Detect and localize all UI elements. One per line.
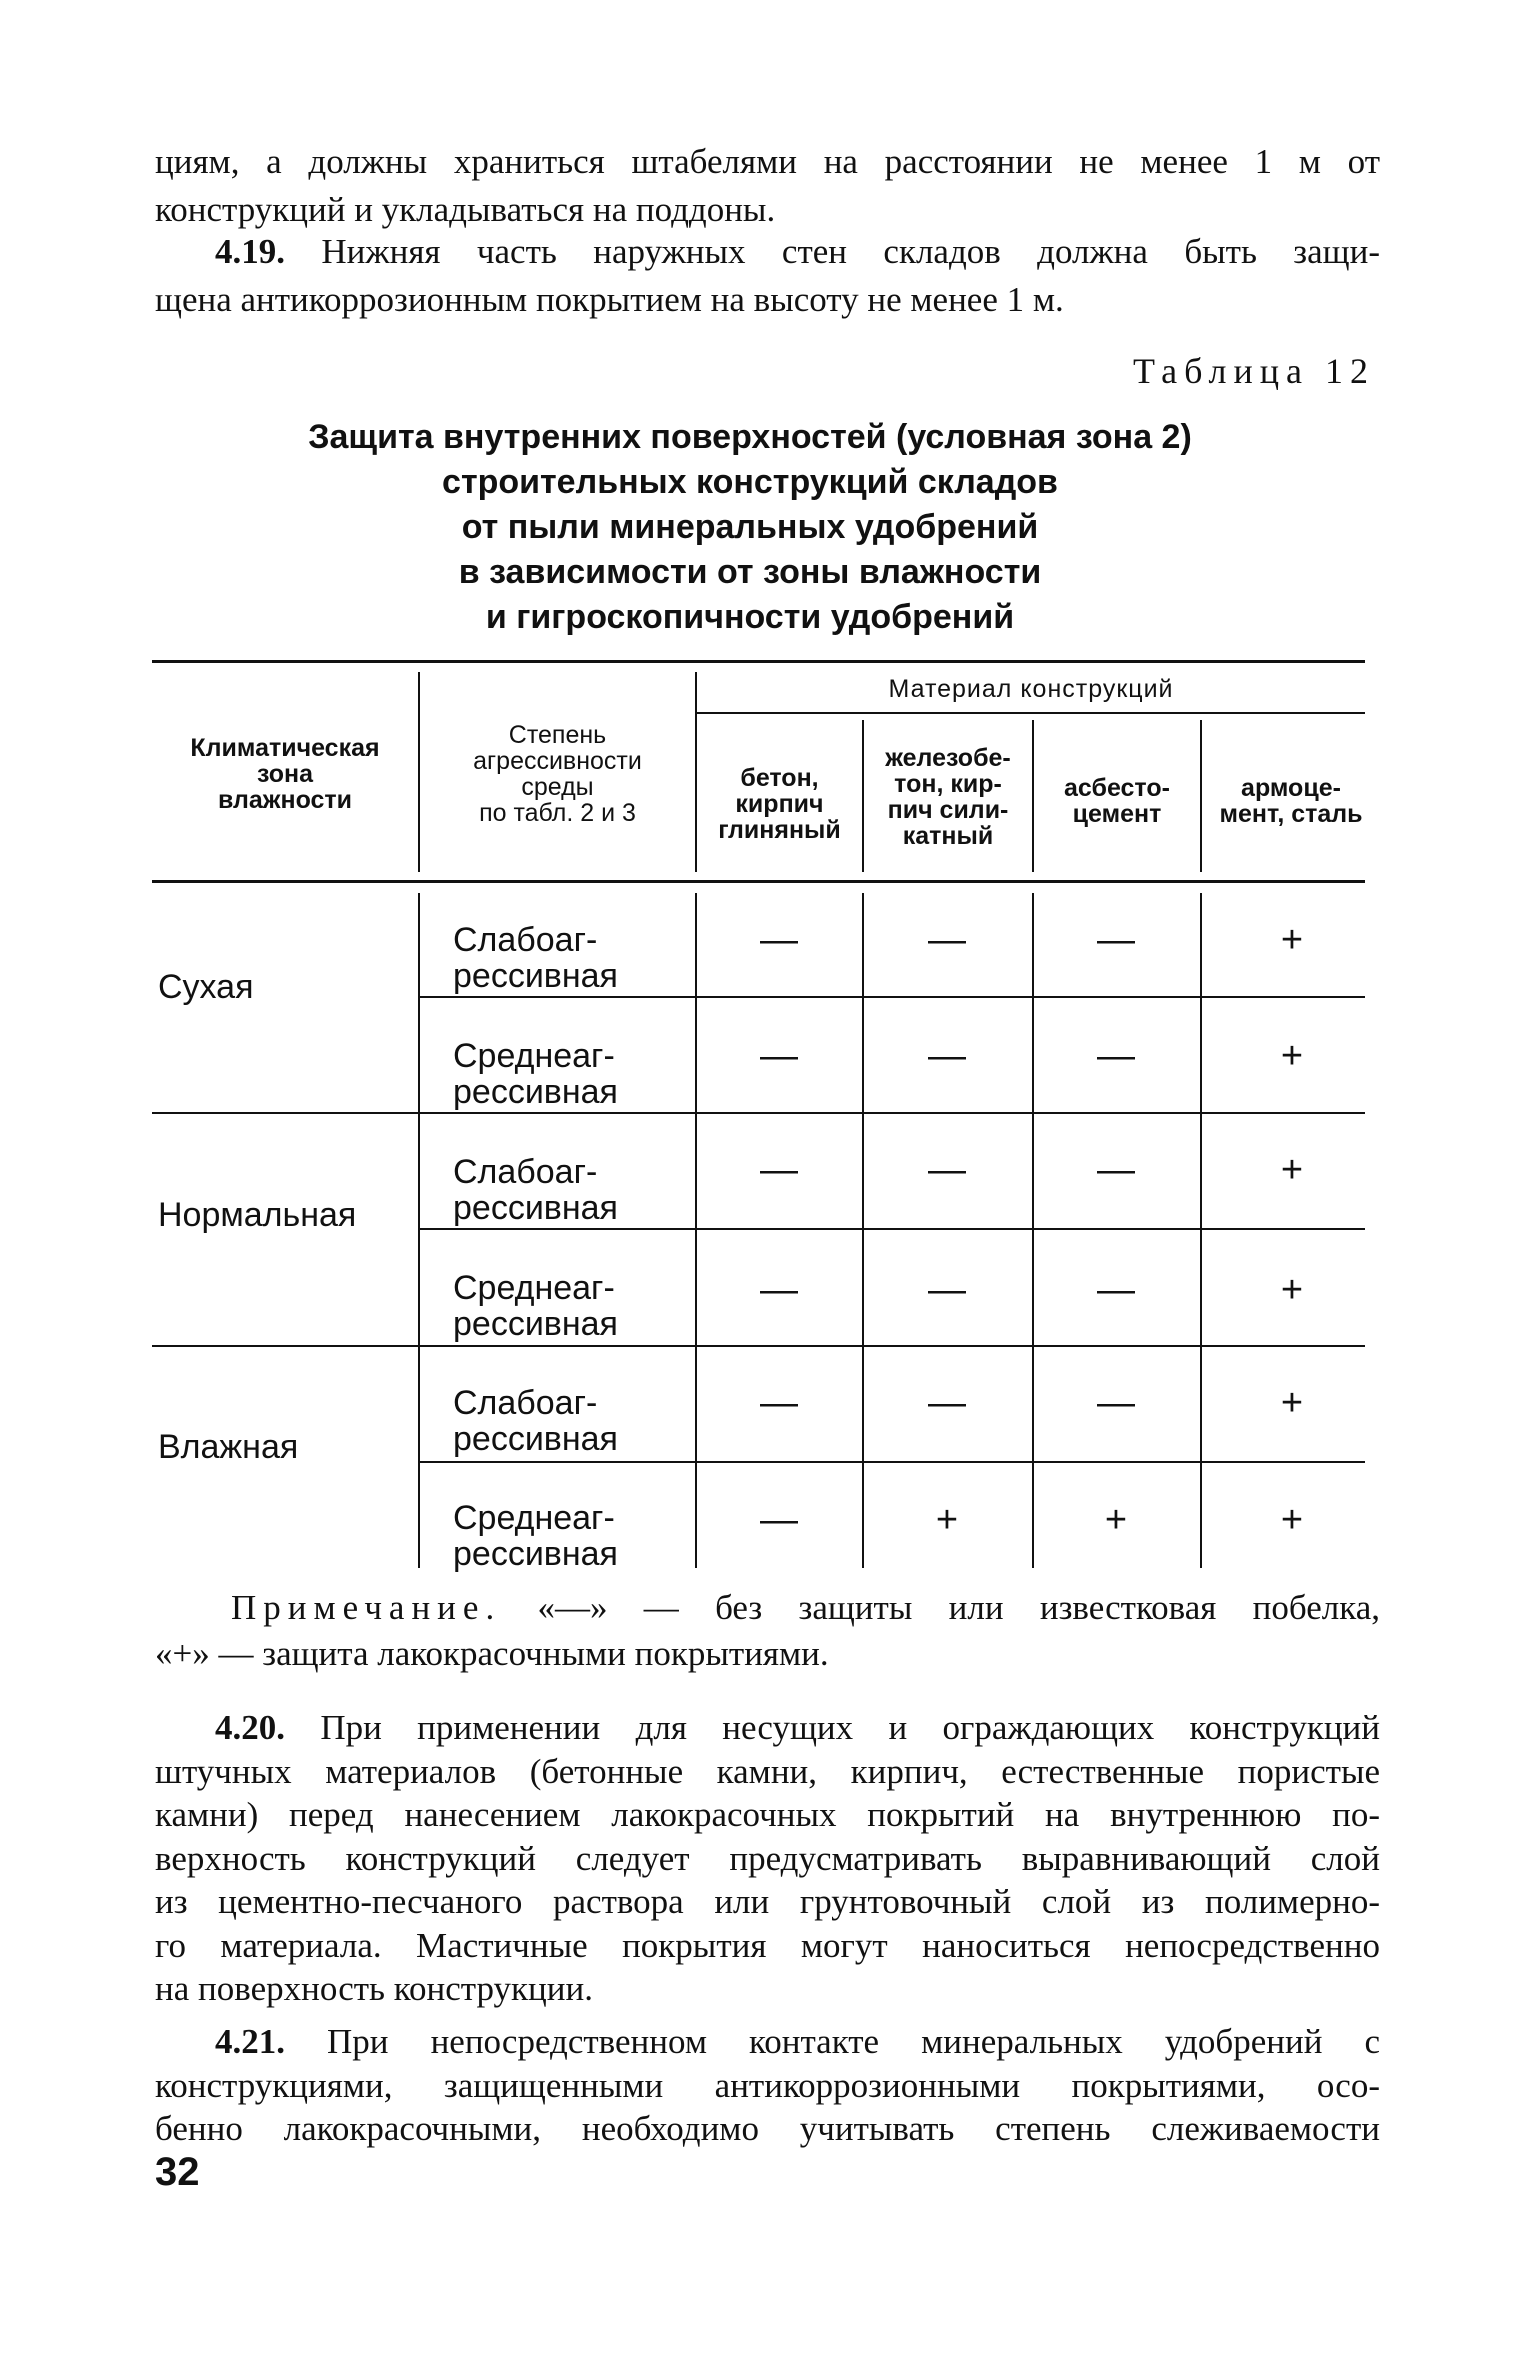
- page-number: 32: [155, 2150, 200, 2194]
- column-rule: [418, 893, 420, 1568]
- value-cell: +: [1280, 1382, 1304, 1424]
- paragraph-4-21: [155, 2020, 1380, 2151]
- header-line: влажности: [217, 786, 353, 814]
- header-line: армоце-: [1241, 774, 1341, 802]
- value-cell: —: [760, 1035, 798, 1077]
- clause-text: При непосредственном контакте минеральных удобрений с: [327, 2022, 1380, 2061]
- zone-rule: [152, 1345, 1365, 1347]
- header-col-reinforced-concrete: [864, 745, 1032, 849]
- header-line: катный: [902, 822, 994, 850]
- clause-number: 4.19.: [215, 232, 285, 271]
- header-line: глиняный: [718, 816, 841, 844]
- degree-line: рессивная: [453, 1189, 618, 1227]
- text-line: конструкциями, защищенными антикоррозионными покрытиями, осо-: [155, 2065, 1380, 2105]
- text-line: на поверхность конструкции.: [155, 1969, 593, 2008]
- value-cell: —: [928, 1035, 966, 1077]
- text-line: [155, 1706, 1380, 1750]
- text-line: го материала. Мастичные покрытия могут наноситься непосредственно: [155, 1925, 1380, 1965]
- header-col-armocement: [1202, 775, 1380, 827]
- degree-line: Среднеаг-: [453, 1037, 615, 1075]
- table-top-rule: [152, 660, 1365, 663]
- value-cell: —: [760, 919, 798, 961]
- degree-line: рессивная: [453, 1420, 618, 1458]
- degree-cell: [453, 922, 618, 994]
- table-title-line: и гигроскопичности удобрений: [485, 598, 1015, 636]
- value-cell: —: [928, 919, 966, 961]
- header-line: среды: [521, 773, 594, 801]
- text-line: камни) перед нанесением лакокрасочных покрытий на внутреннюю по-: [155, 1795, 1380, 1834]
- text-line: верхность конструкций следует предусматривать выравнивающий слой: [155, 1838, 1380, 1878]
- row-rule: [418, 1228, 1365, 1230]
- zone-humid: Влажная: [158, 1428, 299, 1466]
- header-col-concrete: [697, 765, 862, 843]
- column-rule: [862, 893, 864, 1568]
- degree-line: Среднеаг-: [453, 1499, 615, 1537]
- text-line: щена антикоррозионным покрытием на высоту не менее 1 м.: [155, 280, 1064, 319]
- column-rule: [695, 893, 697, 1568]
- table-title-line: от пыли минеральных удобрений: [461, 508, 1039, 546]
- degree-line: рессивная: [453, 1535, 618, 1573]
- value-cell: —: [928, 1149, 966, 1191]
- table-title: [300, 415, 1200, 640]
- table-title-line: строительных конструкций складов: [442, 463, 1058, 501]
- header-degree: [420, 722, 695, 826]
- text-line: конструкций и укладываться на поддоны.: [155, 190, 776, 229]
- degree-line: рессивная: [453, 1305, 618, 1343]
- value-cell: —: [1097, 1269, 1135, 1311]
- header-zone: [152, 735, 418, 813]
- header-line: тон, кир-: [894, 770, 1002, 798]
- header-line: Климатическая: [190, 734, 380, 762]
- degree-line: Среднеаг-: [453, 1269, 615, 1307]
- clause-text: При применении для несущих и ограждающих конструкций: [320, 1708, 1381, 1747]
- row-rule: [418, 1461, 1365, 1463]
- header-bottom-rule: [152, 880, 1365, 883]
- header-line: пич сили-: [887, 796, 1009, 824]
- value-cell: —: [928, 1382, 966, 1424]
- text-line: из цементно-песчаного раствора или грунтовочный слой из полимерно-: [155, 1882, 1380, 1921]
- zone-normal: Нормальная: [158, 1196, 357, 1234]
- header-line: Степень: [508, 721, 607, 749]
- value-cell: —: [1097, 1035, 1135, 1077]
- header-line: железобе-: [885, 744, 1011, 772]
- value-cell: +: [1280, 1499, 1304, 1541]
- text-line: штучных материалов (бетонные камни, кирпич, естественные пористые: [155, 1751, 1380, 1791]
- table-title-line: в зависимости от зоны влажности: [458, 553, 1042, 591]
- note-text: «—» — без защиты или известковая побелка,: [537, 1588, 1381, 1627]
- value-cell: +: [1280, 1035, 1304, 1077]
- table-note: [155, 1585, 1380, 1677]
- degree-cell: [453, 1154, 618, 1226]
- paragraph-4-20: [155, 1706, 1380, 2011]
- zone-rule: [152, 1112, 1365, 1114]
- value-cell: —: [1097, 1149, 1135, 1191]
- value-cell: +: [1280, 1149, 1304, 1191]
- row-rule: [418, 996, 1365, 998]
- header-col-asbestos-cement: [1034, 775, 1200, 827]
- value-cell: —: [760, 1499, 798, 1541]
- header-line: по табл. 2 и 3: [479, 799, 636, 827]
- value-cell: —: [760, 1269, 798, 1311]
- degree-line: Слабоаг-: [453, 921, 598, 959]
- text-line: [155, 228, 1380, 276]
- zone-dry: Сухая: [158, 968, 254, 1006]
- material-header-rule: [695, 712, 1365, 714]
- degree-cell: [453, 1038, 618, 1110]
- text-line: циям, а должны храниться штабелями на расстоянии не менее 1 м от: [155, 142, 1380, 181]
- value-cell: +: [935, 1499, 959, 1541]
- header-line: агрессивности: [473, 747, 642, 775]
- column-rule: [1200, 893, 1202, 1568]
- degree-cell: [453, 1270, 618, 1342]
- paragraph-4-19: [155, 228, 1380, 324]
- value-cell: —: [760, 1149, 798, 1191]
- clause-text: Нижняя часть наружных стен складов должна быть защи-: [321, 232, 1381, 271]
- value-cell: +: [1280, 919, 1304, 961]
- header-line: кирпич: [735, 790, 824, 818]
- paragraph-continuation: [155, 138, 1380, 234]
- value-cell: +: [1280, 1269, 1304, 1311]
- text-line: «+» — защита лакокрасочными покрытиями.: [155, 1634, 829, 1673]
- value-cell: —: [760, 1382, 798, 1424]
- note-label: Примечание.: [231, 1588, 502, 1627]
- clause-number: 4.21.: [215, 2022, 285, 2061]
- header-material: Материал конструкций: [888, 675, 1174, 703]
- degree-line: Слабоаг-: [453, 1384, 598, 1422]
- value-cell: —: [928, 1269, 966, 1311]
- degree-line: рессивная: [453, 957, 618, 995]
- value-cell: —: [1097, 919, 1135, 961]
- table-title-line: Защита внутренних поверхностей (условная зона 2): [308, 418, 1192, 456]
- header-line: мент, сталь: [1219, 800, 1363, 828]
- header-line: зона: [256, 760, 314, 788]
- text-line: [155, 1585, 1380, 1631]
- clause-number: 4.20.: [215, 1708, 285, 1747]
- text-line: [155, 2020, 1380, 2064]
- degree-line: Слабоаг-: [453, 1153, 598, 1191]
- degree-cell: [453, 1500, 618, 1572]
- value-cell: —: [1097, 1382, 1135, 1424]
- text-line: бенно лакокрасочными, необходимо учитывать степень слеживаемости: [155, 2109, 1380, 2148]
- degree-line: рессивная: [453, 1073, 618, 1111]
- header-line: асбесто-: [1064, 774, 1170, 802]
- value-cell: +: [1104, 1499, 1128, 1541]
- column-rule: [1032, 893, 1034, 1568]
- degree-cell: [453, 1385, 618, 1457]
- header-line: цемент: [1072, 800, 1162, 828]
- header-line: бетон,: [740, 764, 819, 792]
- table-label: Таблица 12: [1133, 351, 1375, 391]
